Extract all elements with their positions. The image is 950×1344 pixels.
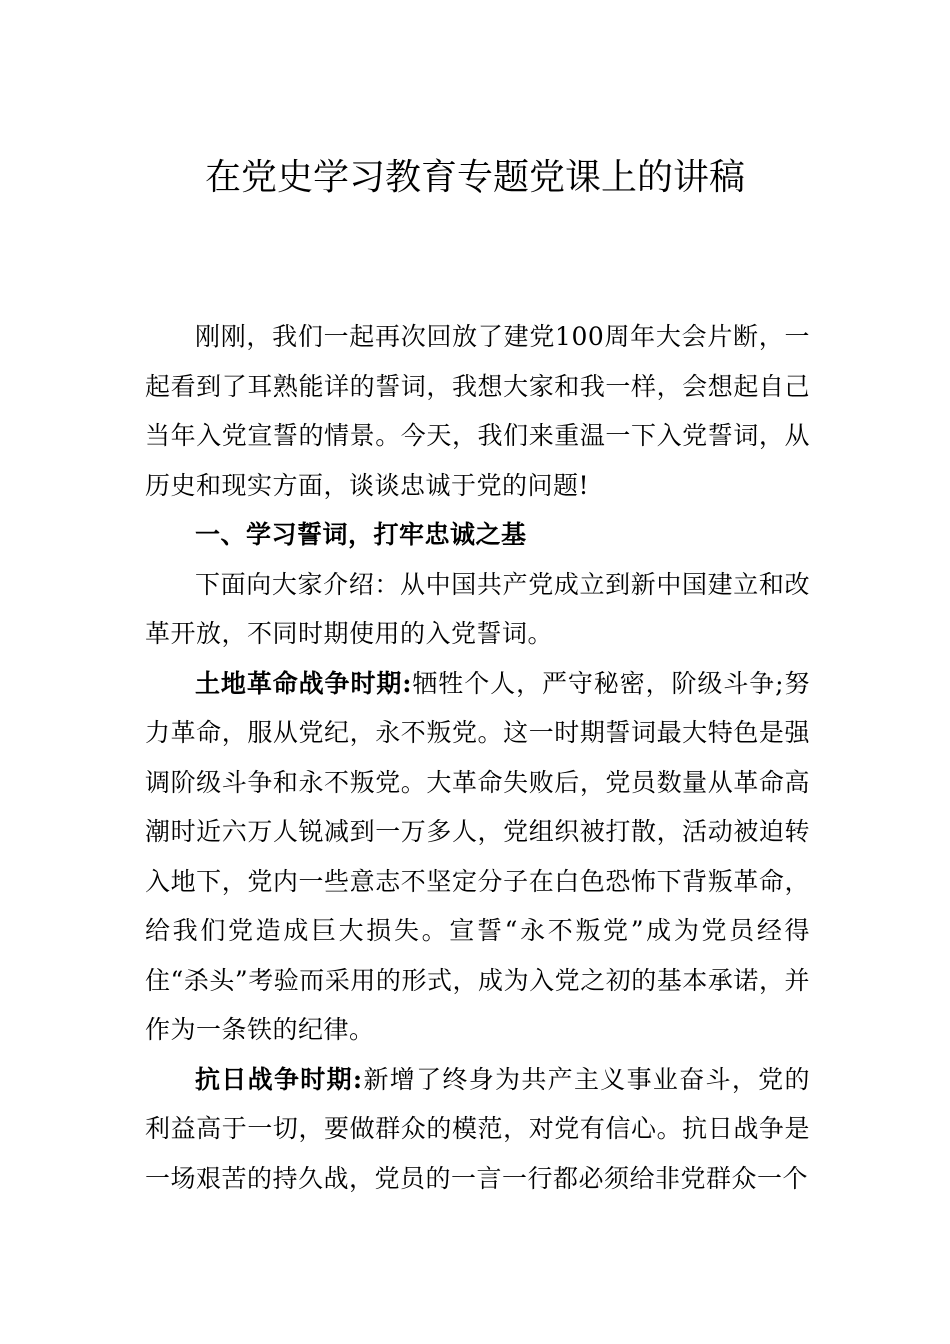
period-text: 牺牲个人，严守秘密，阶级斗争;努力革命，服从党纪，永不叛党。这一时期誓词最大特色是强调阶级斗争和永不叛党。大革命失败后，党员数量从革命高潮时近六万人锐减到一万多人，党组织被打散，活动被迫转入地下，党内一些意志不坚定分子在白色恐怖下背叛革命，给我们党造成巨大损失。宣誓“永不叛党”成为党员经得住“杀头”考验而采用的形式，成为入党之初的基本承诺，并作为一条铁的纪律。 bbox=[145, 668, 810, 1044]
period-paragraph-anti-japanese bbox=[145, 1055, 810, 1204]
document-title: 在党史学习教育专题党课上的讲稿 bbox=[204, 157, 745, 198]
section-heading: 一、学习誓词，打牢忠诚之基 bbox=[195, 520, 527, 549]
section-intro-paragraph: 下面向大家介绍：从中国共产党成立到新中国建立和改革开放，不同时期使用的入党誓词。 bbox=[145, 569, 810, 648]
period-paragraph-land-revolution bbox=[145, 659, 810, 1055]
period-text: 新增了终身为共产主义事业奋斗，党的利益高于一切，要做群众的模范，对党有信心。抗日战争是一场艰苦的持久战，党员的一言一行都必须给非党群众一个 bbox=[145, 1064, 810, 1193]
period-label: 抗日战争时期: bbox=[195, 1064, 363, 1094]
document-body bbox=[145, 312, 810, 1203]
intro-paragraph: 刚刚，我们一起再次回放了建党100周年大会片断，一起看到了耳熟能详的誓词，我想大家和我一样，会想起自己当年入党宣誓的情景。今天，我们来重温一下入党誓词，从历史和现实方面，谈谈忠诚于党的问题! bbox=[145, 322, 810, 500]
period-label: 土地革命战争时期: bbox=[195, 668, 413, 698]
